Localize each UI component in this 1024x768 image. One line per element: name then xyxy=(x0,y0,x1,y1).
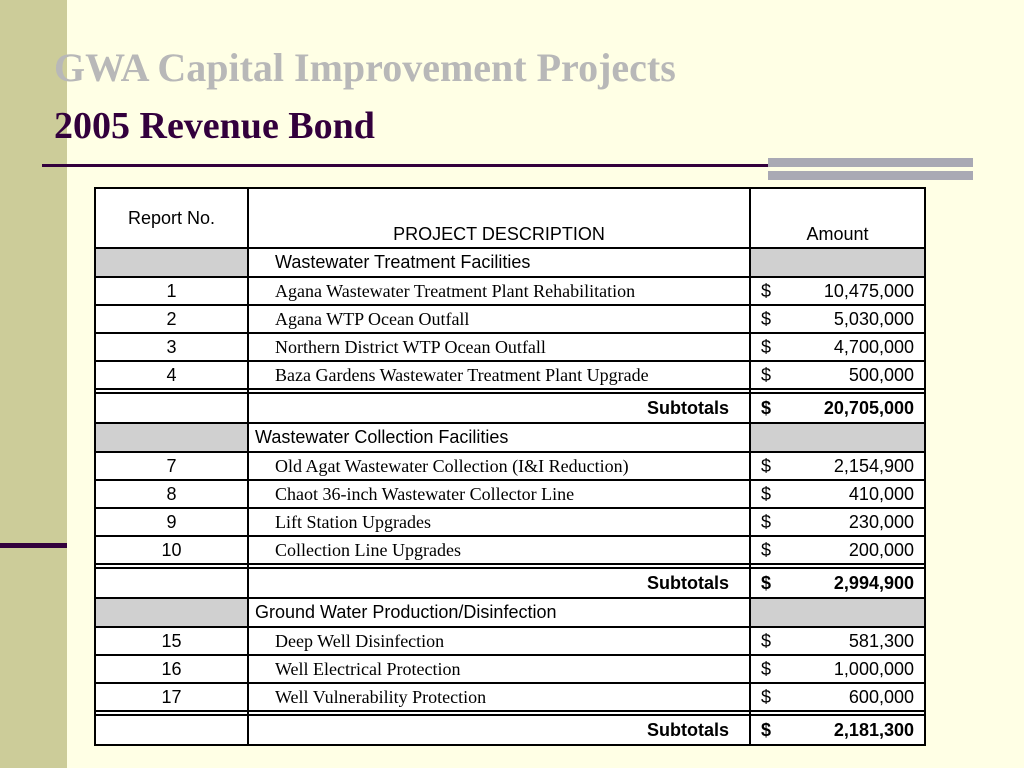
project-amount xyxy=(750,452,925,480)
section-name xyxy=(248,248,750,277)
report-number: 2 xyxy=(95,305,248,333)
amount-cell xyxy=(761,365,914,386)
table-row xyxy=(95,627,925,655)
amount-cell xyxy=(761,540,914,561)
report-number: 7 xyxy=(95,452,248,480)
amount-value: 581,300 xyxy=(848,630,914,651)
amount-value: 600,000 xyxy=(848,686,914,707)
currency-symbol: $ xyxy=(761,483,772,504)
project-amount xyxy=(750,305,925,333)
subtotal-spacer xyxy=(95,568,248,598)
project-amount xyxy=(750,361,925,389)
amount-value: 5,030,000 xyxy=(833,308,914,329)
subtotal-amount-cell xyxy=(761,720,914,741)
project-amount xyxy=(750,277,925,305)
header-amount: Amount xyxy=(750,188,925,248)
project-description: Well Electrical Protection xyxy=(248,655,750,683)
subtotal-amount-cell xyxy=(761,398,914,419)
header-project-description: PROJECT DESCRIPTION xyxy=(248,188,750,248)
currency-symbol: $ xyxy=(761,658,772,679)
project-description: Chaot 36-inch Wastewater Collector Line xyxy=(248,480,750,508)
project-description: Agana Wastewater Treatment Plant Rehabilitation xyxy=(248,277,750,305)
table-row xyxy=(95,536,925,564)
report-number: 4 xyxy=(95,361,248,389)
subtotal-label: Subtotals xyxy=(248,715,750,745)
subtotal-amount xyxy=(750,568,925,598)
subtotal-value: 20,705,000 xyxy=(823,397,914,418)
slide-title: GWA Capital Improvement Projects xyxy=(54,45,676,90)
table-row xyxy=(95,683,925,711)
section-name xyxy=(248,423,750,452)
report-number: 9 xyxy=(95,508,248,536)
table-row xyxy=(95,508,925,536)
section-name-label: Wastewater Collection Facilities xyxy=(255,427,509,447)
currency-symbol: $ xyxy=(761,719,772,740)
table-row xyxy=(95,655,925,683)
subtotal-amount-cell xyxy=(761,573,914,594)
amount-value: 1,000,000 xyxy=(833,658,914,679)
table-header-row xyxy=(95,188,925,248)
report-number: 3 xyxy=(95,333,248,361)
section-header-row xyxy=(95,598,925,627)
table-row xyxy=(95,480,925,508)
report-number: 8 xyxy=(95,480,248,508)
amount-cell xyxy=(761,659,914,680)
projects-table xyxy=(94,187,926,746)
project-description: Lift Station Upgrades xyxy=(248,508,750,536)
divider-accent xyxy=(768,158,973,180)
subtotal-row xyxy=(95,568,925,598)
section-name-label: Ground Water Production/Disinfection xyxy=(255,602,557,622)
section-name xyxy=(248,598,750,627)
subtotal-spacer xyxy=(95,393,248,423)
project-amount xyxy=(750,536,925,564)
amount-value: 2,154,900 xyxy=(833,455,914,476)
project-amount xyxy=(750,627,925,655)
project-amount xyxy=(750,508,925,536)
project-amount xyxy=(750,333,925,361)
section-header-spacer xyxy=(750,423,925,452)
amount-value: 410,000 xyxy=(848,483,914,504)
subtotal-label: Subtotals xyxy=(248,568,750,598)
currency-symbol: $ xyxy=(761,397,772,418)
section-name-label: Wastewater Treatment Facilities xyxy=(275,252,531,272)
section-header-spacer xyxy=(95,248,248,277)
amount-value: 10,475,000 xyxy=(823,280,914,301)
currency-symbol: $ xyxy=(761,364,772,385)
table-row xyxy=(95,333,925,361)
amount-value: 230,000 xyxy=(848,511,914,532)
subtotal-value: 2,181,300 xyxy=(833,719,914,740)
subtotal-amount xyxy=(750,715,925,745)
currency-symbol: $ xyxy=(761,308,772,329)
project-description: Deep Well Disinfection xyxy=(248,627,750,655)
amount-cell xyxy=(761,512,914,533)
project-description: Collection Line Upgrades xyxy=(248,536,750,564)
subtotal-spacer xyxy=(95,715,248,745)
section-header-spacer xyxy=(750,248,925,277)
project-description: Northern District WTP Ocean Outfall xyxy=(248,333,750,361)
left-bar-accent-line xyxy=(0,543,67,548)
project-description: Agana WTP Ocean Outfall xyxy=(248,305,750,333)
currency-symbol: $ xyxy=(761,280,772,301)
amount-cell xyxy=(761,309,914,330)
project-description: Old Agat Wastewater Collection (I&I Reduction) xyxy=(248,452,750,480)
amount-cell xyxy=(761,631,914,652)
project-description: Baza Gardens Wastewater Treatment Plant Upgrade xyxy=(248,361,750,389)
table-row xyxy=(95,452,925,480)
subtotal-label: Subtotals xyxy=(248,393,750,423)
slide-subtitle: 2005 Revenue Bond xyxy=(54,105,375,147)
projects-table-container xyxy=(94,187,924,746)
header-report-no: Report No. xyxy=(95,188,248,248)
report-number: 15 xyxy=(95,627,248,655)
section-header-spacer xyxy=(95,598,248,627)
currency-symbol: $ xyxy=(761,572,772,593)
project-amount xyxy=(750,683,925,711)
report-number: 1 xyxy=(95,277,248,305)
project-amount xyxy=(750,480,925,508)
amount-cell xyxy=(761,337,914,358)
amount-value: 500,000 xyxy=(848,364,914,385)
subtotal-value: 2,994,900 xyxy=(833,572,914,593)
section-header-row xyxy=(95,248,925,277)
amount-cell xyxy=(761,456,914,477)
currency-symbol: $ xyxy=(761,539,772,560)
subtotal-row xyxy=(95,393,925,423)
table-row xyxy=(95,277,925,305)
amount-cell xyxy=(761,281,914,302)
subtotal-amount xyxy=(750,393,925,423)
currency-symbol: $ xyxy=(761,336,772,357)
amount-cell xyxy=(761,484,914,505)
table-row xyxy=(95,305,925,333)
report-number: 17 xyxy=(95,683,248,711)
section-header-row xyxy=(95,423,925,452)
table-row xyxy=(95,361,925,389)
currency-symbol: $ xyxy=(761,686,772,707)
subtotal-row xyxy=(95,715,925,745)
project-description: Well Vulnerability Protection xyxy=(248,683,750,711)
report-number: 10 xyxy=(95,536,248,564)
amount-value: 4,700,000 xyxy=(833,336,914,357)
amount-cell xyxy=(761,687,914,708)
project-amount xyxy=(750,655,925,683)
report-number: 16 xyxy=(95,655,248,683)
currency-symbol: $ xyxy=(761,630,772,651)
section-header-spacer xyxy=(750,598,925,627)
section-header-spacer xyxy=(95,423,248,452)
currency-symbol: $ xyxy=(761,511,772,532)
currency-symbol: $ xyxy=(761,455,772,476)
amount-value: 200,000 xyxy=(848,539,914,560)
